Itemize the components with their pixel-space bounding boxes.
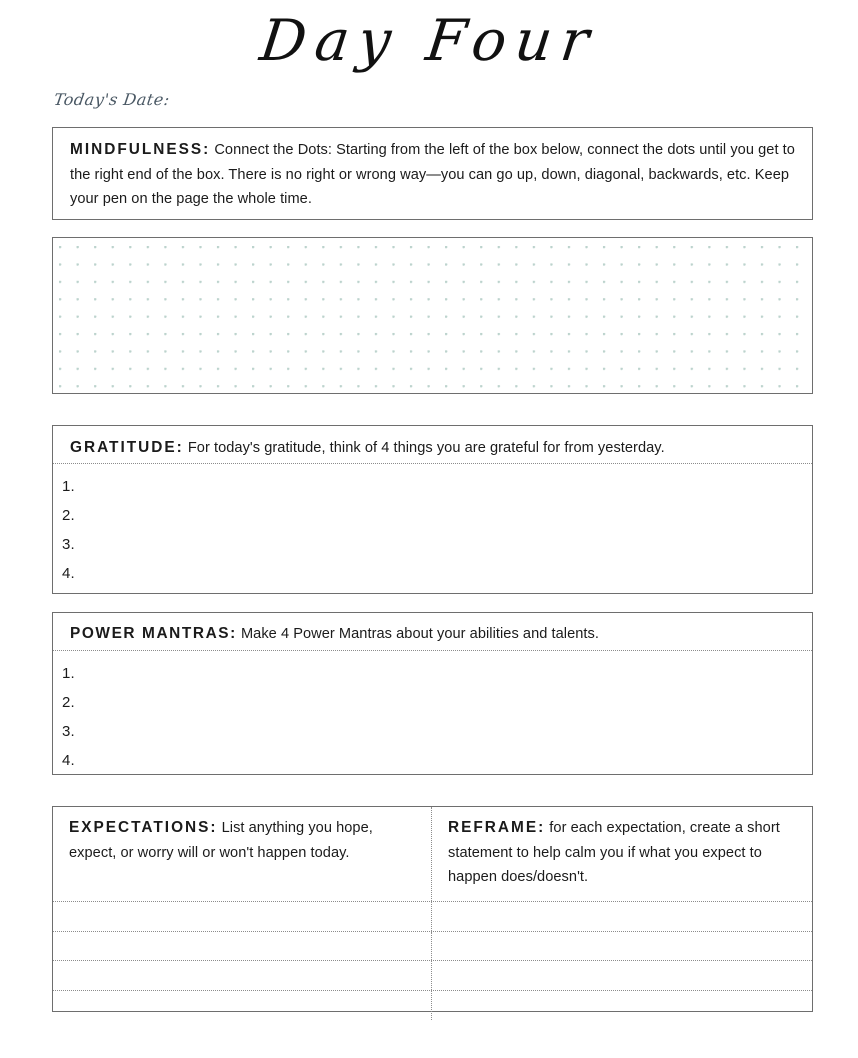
power-mantras-description: Make 4 Power Mantras about your abilities and talents. [240,626,599,642]
expectation-input-cell[interactable] [53,961,431,990]
todays-date-label: Today's Date: [52,90,172,109]
expectation-input-cell[interactable] [53,932,431,961]
reframe-input-cell[interactable] [431,902,812,931]
reframe-input-cell[interactable] [431,991,812,1020]
expectation-input-cell[interactable] [53,902,431,931]
reframe-header-cell [431,807,812,901]
expectations-reframe-rows [53,901,812,1020]
dot-grid-canvas[interactable] [53,238,813,394]
expectation-input-cell[interactable] [53,991,431,1020]
reframe-label: REFRAME: [448,819,546,836]
list-item[interactable]: 3. [62,723,75,740]
expectations-reframe-header [53,807,812,901]
list-item[interactable]: 3. [62,536,75,553]
table-row [53,931,812,961]
mindfulness-section [52,127,813,220]
list-item[interactable]: 1. [62,665,75,682]
list-item[interactable]: 4. [62,565,75,582]
table-row [53,990,812,1020]
table-row [53,960,812,990]
gratitude-list [53,464,812,588]
mindfulness-label: MINDFULNESS: [70,141,211,158]
mindfulness-description: Connect the Dots: Starting from the left of the box below, connect the dots until you get to the right end of the box. There is no right or wrong way—you can go up, down, diagonal, backwards, etc. Keep your pen on the page the whole time. [70,142,795,208]
list-item[interactable]: 2. [62,507,75,524]
power-mantras-label: POWER MANTRAS: [70,625,237,642]
table-row [53,901,812,931]
power-mantras-list [53,651,812,775]
mindfulness-header [70,138,795,212]
list-item[interactable]: 4. [62,752,75,769]
reframe-description: for each expectation, create a short statement to help calm you if what you expect to happen does/doesn't. [448,820,780,885]
expectations-header-cell [53,807,431,901]
gratitude-section [52,425,813,594]
gratitude-description: For today's gratitude, think of 4 things you are grateful for from yesterday. [187,440,665,456]
list-item[interactable]: 2. [62,694,75,711]
expectations-label: EXPECTATIONS: [69,819,218,836]
gratitude-header [53,426,812,463]
expectations-reframe-section [52,806,813,1012]
power-mantras-header [53,613,812,650]
gratitude-label: GRATITUDE: [70,439,184,456]
reframe-input-cell[interactable] [431,961,812,990]
page-title: Day Four [256,8,602,74]
power-mantras-section [52,612,813,775]
list-item[interactable]: 1. [62,478,75,495]
expectations-description: List anything you hope, expect, or worry will or won't happen today. [69,820,373,861]
connect-the-dots-grid[interactable] [52,237,813,394]
reframe-input-cell[interactable] [431,932,812,961]
